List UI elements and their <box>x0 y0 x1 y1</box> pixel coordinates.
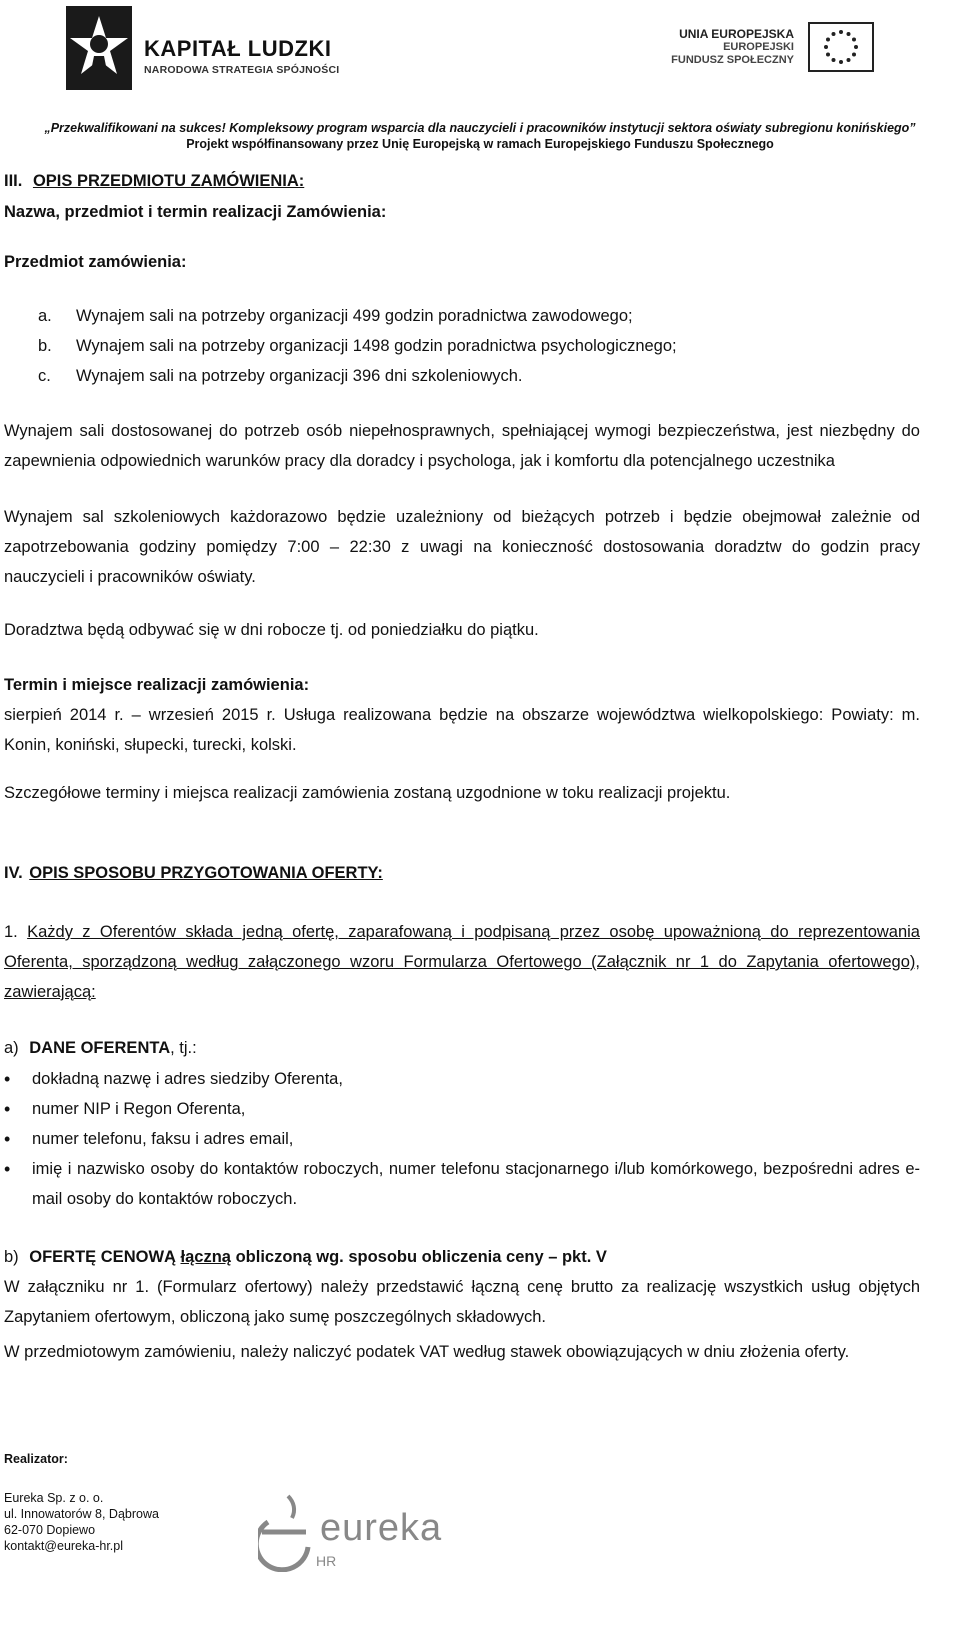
bullet-item: • numer telefonu, faksu i adres email, <box>4 1124 920 1154</box>
list-item-text: Wynajem sali na potrzeby organizacji 396 dni szkoleniowych. <box>76 367 523 385</box>
company-city: 62-070 Dopiewo <box>4 1523 96 1537</box>
section-3-subtitle: Nazwa, przedmiot i termin realizacji Zamówienia: <box>4 203 387 221</box>
item-b-text: W załączniku nr 1. (Formularz ofertowy) należy przedstawić łączną cenę brutto za realizację wszystkich usług objętych Zapytaniem ofertowym, obliczoną jako sumę poszczególnych składowych. <box>4 1278 920 1326</box>
point-1-number: 1. <box>4 923 18 941</box>
item-b-total: łączną <box>180 1248 231 1266</box>
paragraph-detailed-terms: Szczegółowe terminy i miejsca realizacji zamówienia zostaną uzgodnione w toku realizacji projektu. <box>4 784 731 802</box>
object-list <box>4 301 920 391</box>
paragraph-working-days: Doradztwa będą odbywać się w dni robocze tj. od poniedziałku do piątku. <box>4 621 539 639</box>
eureka-logo-sub: HR <box>316 1553 337 1569</box>
list-item-text: Wynajem sali na potrzeby organizacji 1498 godzin poradnictwa psychologicznego; <box>76 337 677 355</box>
object-label: Przedmiot zamówienia: <box>4 253 187 271</box>
eu-logo-text <box>671 28 794 67</box>
item-a <box>4 1033 920 1063</box>
item-b-title: OFERTĘ CENOWĄ <box>29 1248 176 1266</box>
oferent-data-list <box>4 1064 920 1214</box>
kapital-ludzki-star-icon <box>66 6 132 90</box>
cofinancing-line: Projekt współfinansowany przez Unię Europejską w ramach Europejskiego Funduszu Społecznego <box>186 137 774 151</box>
eu-logo-line3: FUNDUSZ SPOŁECZNY <box>671 54 794 66</box>
point-1 <box>4 917 920 1007</box>
eu-logo <box>640 22 890 82</box>
section-3-heading <box>4 166 920 196</box>
item-a-marker: a) <box>4 1039 19 1057</box>
eureka-logo-word: eureka <box>320 1507 443 1549</box>
list-marker: a. <box>38 307 52 325</box>
page-footer <box>4 1452 504 1553</box>
contractor-address <box>4 1490 159 1554</box>
kapital-ludzki-subtitle: NARODOWA STRATEGIA SPÓJNOŚCI <box>144 64 340 76</box>
contractor-label: Realizator: <box>4 1452 68 1466</box>
list-marker: b. <box>38 337 52 355</box>
eu-flag-icon <box>808 22 874 72</box>
list-item <box>4 331 920 361</box>
vat-text: W przedmiotowym zamówieniu, należy naliczyć podatek VAT według stawek obowiązujących w dniu złożenia oferty. <box>4 1343 850 1361</box>
paragraph-room-schedule: Wynajem sal szkoleniowych każdorazowo będzie uzależniony od bieżących potrzeb i będzie obejmował zależnie od zapotrzebowania godziny pomiędzy 7:00 – 22:30 z uwagi na konieczność dostosowania doradztw do godzin pracy nauczycieli i pracowników oświaty. <box>4 508 920 586</box>
company-street: ul. Innowatorów 8, Dąbrowa <box>4 1507 159 1521</box>
bullet-item: • numer NIP i Regon Oferenta, <box>4 1094 920 1124</box>
list-item-text: Wynajem sali na potrzeby organizacji 499 godzin poradnictwa zawodowego; <box>76 307 633 325</box>
company-name: Eureka Sp. z o. o. <box>4 1491 104 1505</box>
item-b <box>4 1242 920 1272</box>
company-email: kontakt@eureka-hr.pl <box>4 1539 124 1553</box>
eu-logo-line2: EUROPEJSKI <box>723 41 794 53</box>
section-3-title: OPIS PRZEDMIOTU ZAMÓWIENIA: <box>32 172 305 190</box>
eureka-hr-logo <box>258 1492 488 1572</box>
bullet-item: • imię i nazwisko osoby do kontaktów roboczych, numer telefonu stacjonarnego i/lub komórkowego, bezpośredni adres e-mail osoby do kontaktów roboczych. <box>4 1154 920 1214</box>
item-a-title: DANE OFERENTA <box>29 1039 171 1057</box>
term-text: sierpień 2014 r. – wrzesień 2015 r. Usługa realizowana będzie na obszarze województwa wielkopolskiego: Powiaty: m. Konin, koniński, słupecki, turecki, kolski. <box>4 706 920 754</box>
bullet-item: • dokładną nazwę i adres siedziby Oferenta, <box>4 1064 920 1094</box>
term-label: Termin i miejsce realizacji zamówienia: <box>4 676 310 694</box>
item-b-calc: obliczoną wg. sposobu obliczenia ceny – pkt. V <box>235 1248 607 1266</box>
section-4-title: OPIS SPOSOBU PRZYGOTOWANIA OFERTY: <box>29 864 383 882</box>
project-slogan: „Przekwalifikowani na sukces! Kompleksowy program wsparcia dla nauczycieli i pracowników instytucji sektora oświaty subregionu konińskiego” <box>44 121 916 135</box>
kapital-ludzki-title: KAPITAŁ LUDZKI <box>144 36 332 61</box>
section-4-number: IV. <box>4 864 23 882</box>
paragraph-room-requirements: Wynajem sali dostosowanej do potrzeb osób niepełnosprawnych, spełniającej wymogi bezpieczeństwa, jest niezbędny do zapewnienia odpowiednich warunków pracy dla doradcy i psychologa, jak i komfortu dla potencjalnego uczestnika <box>4 422 920 470</box>
list-item <box>4 301 920 331</box>
item-b-marker: b) <box>4 1248 19 1266</box>
section-3-number: III. <box>4 172 23 190</box>
point-1-text: Każdy z Oferentów składa jedną ofertę, zaparafowaną i podpisaną przez osobę upoważnioną do reprezentowania Oferenta, sporządzoną według załączonego wzoru Formularza Ofertowego (Załącznik nr 1 do Zapytania ofertowego), zawierającą: <box>4 923 920 1001</box>
kapital-ludzki-logo <box>66 6 356 90</box>
document-body <box>4 164 920 1367</box>
page-header <box>0 0 960 160</box>
eu-logo-line1: UNIA EUROPEJSKA <box>679 27 794 41</box>
item-a-suffix: , tj.: <box>170 1039 197 1057</box>
section-4-heading <box>4 858 920 888</box>
list-marker: c. <box>38 367 51 385</box>
list-item <box>4 361 920 391</box>
